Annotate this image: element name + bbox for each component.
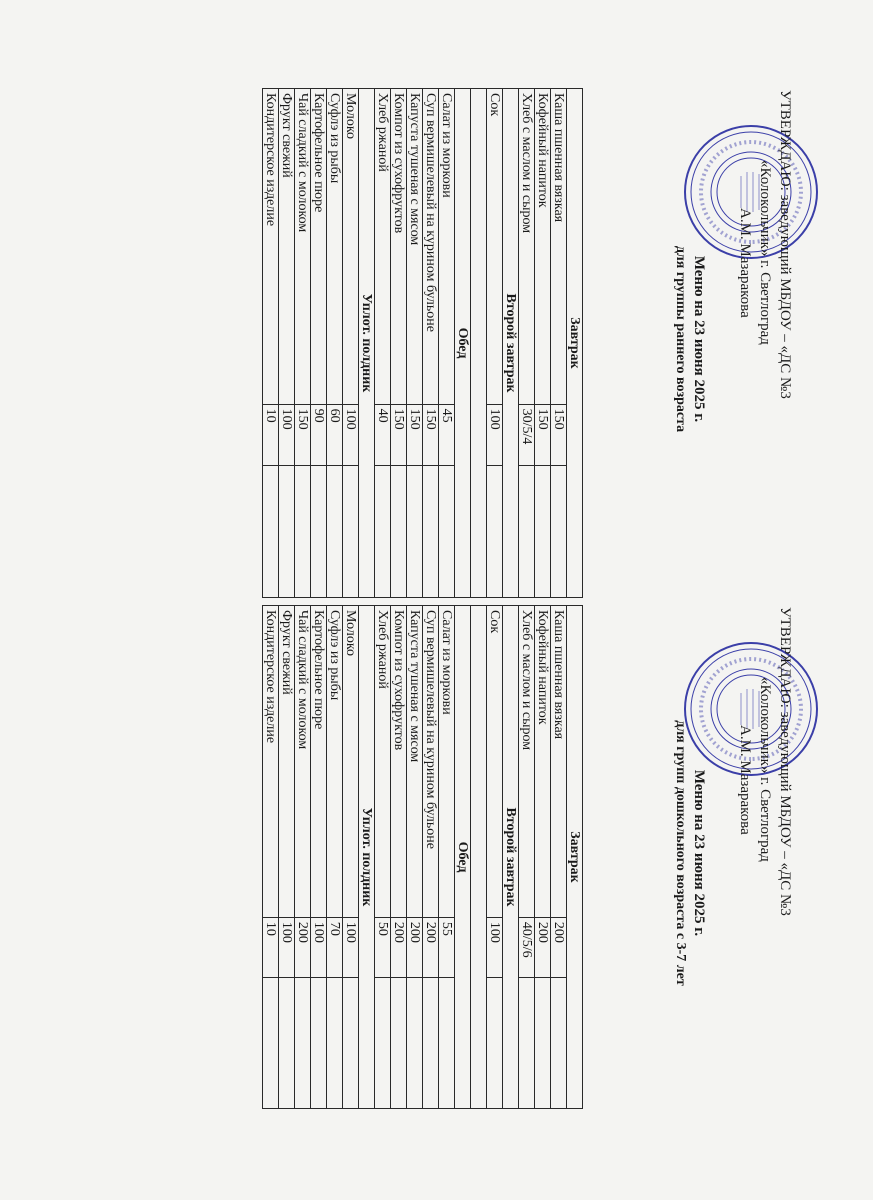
empty-cell [439,978,455,1109]
table-row [295,606,311,1109]
dish-name: Компот из сухофруктов [391,606,407,918]
approval-block [735,90,795,560]
section-header-second-breakfast: Второй завтрак [503,89,519,598]
dish-name: Кондитерское изделие [263,606,279,918]
dish-name: Чай сладкий с молоком [295,89,311,405]
dish-name: Хлеб с маслом и сыром [519,606,535,918]
approval-line-1: УТВЕРЖДАЮ: заведующий МБДОУ – «ДС №3 [777,90,793,399]
table-row [423,606,439,1109]
menu-title: Меню на 23 июня 2025 г. [691,769,707,937]
dish-name: Каша пшенная вязкая [551,89,567,405]
section-header-breakfast: Завтрак [567,606,583,1109]
dish-name: Суп вермишелевый на курином бульоне [423,89,439,405]
section-header-afternoon-snack: Уплот. полдник [359,606,375,1109]
dish-name: Каша пшенная вязкая [551,606,567,918]
table-row [551,89,567,598]
table-row [535,606,551,1109]
dish-qty: 200 [551,917,567,977]
table-row [327,606,343,1109]
empty-cell [551,465,567,597]
dish-name: Компот из сухофруктов [391,89,407,405]
empty-cell [327,465,343,597]
approval-line-3: А.М. Мазаракова [737,725,753,835]
empty-cell [487,978,503,1109]
dish-name: Суфлэ из рыбы [327,606,343,918]
dish-qty: 100 [279,404,295,465]
menu-subtitle: для групп дошкольного возраста с 3-7 лет [673,720,688,986]
empty-cell [295,978,311,1109]
dish-qty: 200 [407,917,423,977]
table-row [375,606,391,1109]
section-header-lunch: Обед [455,89,471,598]
empty-cell [439,465,455,597]
table-row [439,89,455,598]
menu-heading [671,80,708,598]
dish-qty: 200 [391,917,407,977]
dish-qty: 60 [327,404,343,465]
empty-cell [423,978,439,1109]
dish-qty: 70 [327,917,343,977]
empty-cell [311,465,327,597]
table-row [407,89,423,598]
table-row [263,606,279,1109]
dish-name: Фрукт свежий [279,89,295,405]
menu-heading [671,597,708,1109]
approval-line-3: А.М. Мазаракова [737,208,753,318]
dish-name: Сок [487,89,503,405]
approval-line-2: «Колокольчик» г. Светлоград [757,160,773,345]
table-row-empty [471,89,487,598]
dish-qty: 55 [439,917,455,977]
dish-name: Салат из моркови [439,89,455,405]
dish-name: Хлеб с маслом и сыром [519,89,535,405]
empty-cell [311,978,327,1109]
dish-qty: 150 [551,404,567,465]
dish-qty: 30/5/4 [519,404,535,465]
empty-cell [343,465,359,597]
dish-qty: 100 [343,404,359,465]
table-row [279,606,295,1109]
dish-qty: 40/5/6 [519,917,535,977]
dish-qty: 200 [295,917,311,977]
section-header-breakfast: Завтрак [567,89,583,598]
table-row [535,89,551,598]
dish-name: Капуста тушеная с мясом [407,89,423,405]
table-row [423,89,439,598]
dish-name: Хлеб ржаной [375,89,391,405]
menu-table [262,88,583,598]
dish-name: Хлеб ржаной [375,606,391,918]
table-row [343,606,359,1109]
dish-qty: 50 [375,917,391,977]
dish-name: Сок [487,606,503,918]
table-row [519,606,535,1109]
dish-name: Картофельное пюре [311,606,327,918]
table-row [391,89,407,598]
approval-block [735,607,795,1077]
table-row [279,89,295,598]
dish-name: Чай сладкий с молоком [295,606,311,918]
dish-name: Суфлэ из рыбы [327,89,343,405]
section-header-second-breakfast: Второй завтрак [503,606,519,1109]
dish-qty: 200 [423,917,439,977]
table-row [487,89,503,598]
empty-cell [327,978,343,1109]
empty-cell [407,978,423,1109]
empty-cell [423,465,439,597]
dish-qty: 100 [487,404,503,465]
dish-qty: 45 [439,404,455,465]
empty-cell [391,978,407,1109]
dish-name: Капуста тушеная с мясом [407,606,423,918]
table-row [519,89,535,598]
table-row [311,606,327,1109]
dish-qty: 100 [487,917,503,977]
empty-cell [519,465,535,597]
dish-name: Кофейный напиток [535,606,551,918]
table-row-empty [471,606,487,1109]
dish-name: Кондитерское изделие [263,89,279,405]
empty-cell [551,978,567,1109]
dish-qty: 150 [407,404,423,465]
empty-cell [391,465,407,597]
empty-cell [343,978,359,1109]
empty-cell [295,465,311,597]
section-header-lunch: Обед [455,606,471,1109]
dish-name: Суп вермишелевый на курином бульоне [423,606,439,918]
dish-qty: 150 [391,404,407,465]
dish-qty: 150 [295,404,311,465]
table-row [295,89,311,598]
table-row [407,606,423,1109]
table-row [263,89,279,598]
dish-qty: 100 [311,917,327,977]
dish-name: Картофельное пюре [311,89,327,405]
dish-name: Молоко [343,606,359,918]
table-row [487,606,503,1109]
dish-qty: 90 [311,404,327,465]
empty-cell [407,465,423,597]
dish-qty: 150 [423,404,439,465]
table-row [391,606,407,1109]
dish-qty: 150 [535,404,551,465]
table-row [375,89,391,598]
table-row [327,89,343,598]
dish-qty: 40 [375,404,391,465]
dish-name: Салат из моркови [439,606,455,918]
empty-cell [535,465,551,597]
dish-qty: 10 [263,917,279,977]
table-row [551,606,567,1109]
menu-title: Меню на 23 июня 2025 г. [691,255,707,423]
empty-cell [487,465,503,597]
dish-qty: 10 [263,404,279,465]
empty-cell [375,978,391,1109]
approval-line-2: «Колокольчик» г. Светлоград [757,677,773,862]
empty-cell [519,978,535,1109]
dish-qty: 100 [279,917,295,977]
dish-name: Кофейный напиток [535,89,551,405]
empty-cell [535,978,551,1109]
dish-name: Фрукт свежий [279,606,295,918]
empty-cell [263,978,279,1109]
menu-subtitle: для группы раннего возраста [673,245,688,433]
approval-line-1: УТВЕРЖДАЮ: заведующий МБДОУ – «ДС №3 [777,607,793,916]
dish-qty: 100 [343,917,359,977]
empty-cell [375,465,391,597]
empty-cell [263,465,279,597]
table-row [311,89,327,598]
empty-cell [279,465,295,597]
table-row [343,89,359,598]
menu-table [262,605,583,1109]
table-row [439,606,455,1109]
dish-qty: 200 [535,917,551,977]
dish-name: Молоко [343,89,359,405]
section-header-afternoon-snack: Уплот. полдник [359,89,375,598]
empty-cell [279,978,295,1109]
